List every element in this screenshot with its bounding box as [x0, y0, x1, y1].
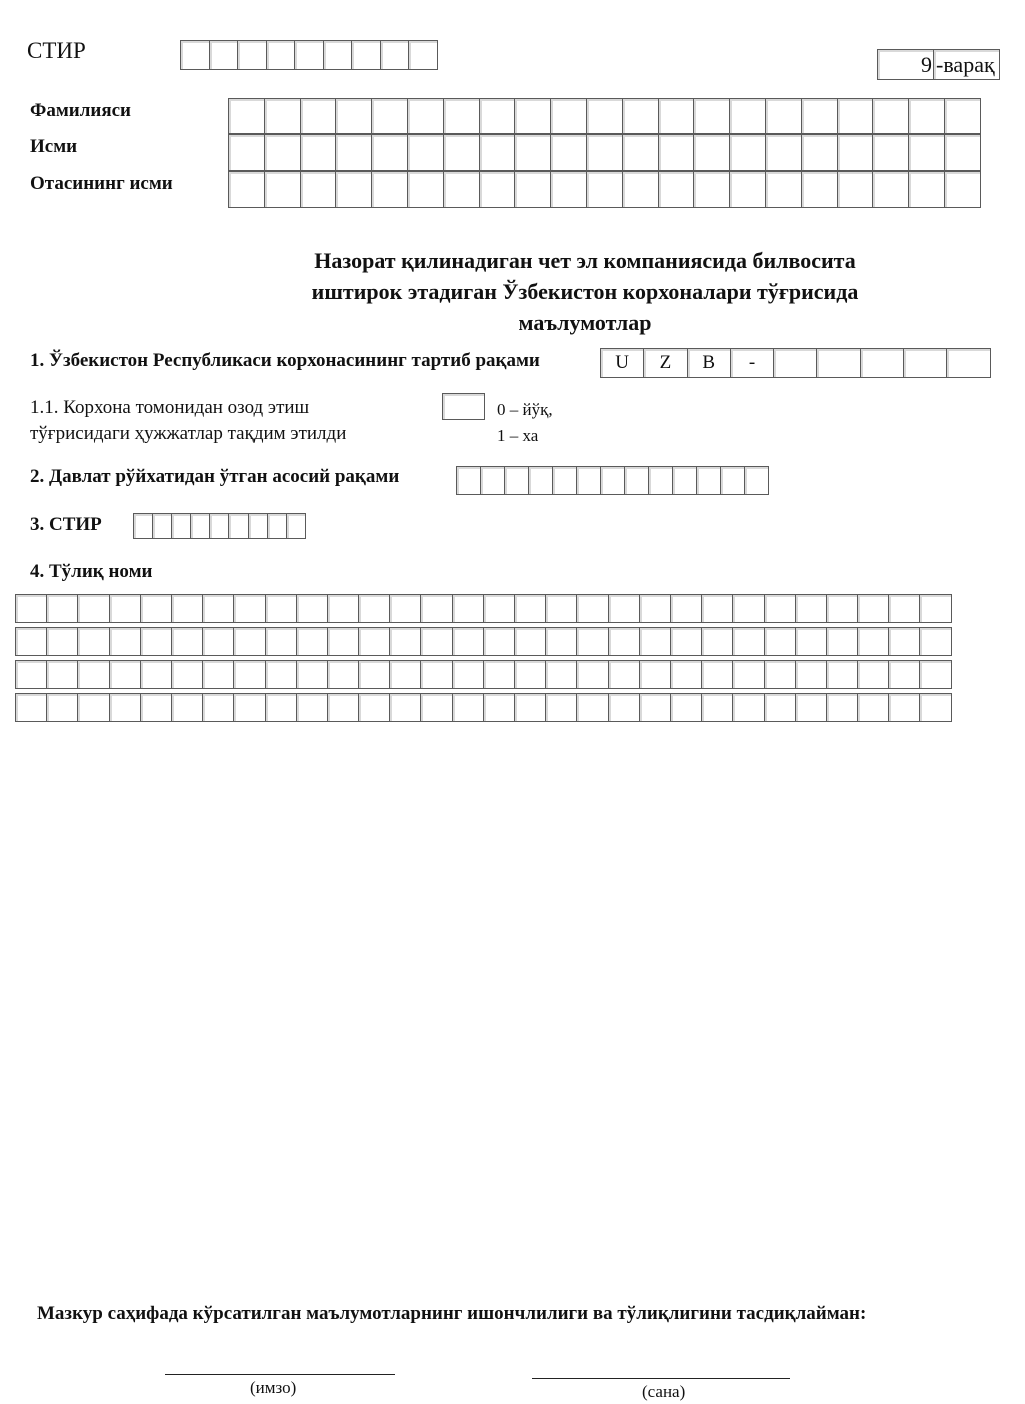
char-box[interactable] [586, 98, 623, 134]
char-box[interactable] [327, 627, 359, 656]
patronymic-boxes[interactable] [228, 171, 981, 208]
section1-1-label-line1: 1.1. Корхона томонидан озод этиш [30, 397, 310, 418]
char-box[interactable] [670, 627, 702, 656]
char-box[interactable] [545, 693, 577, 722]
char-box[interactable] [944, 171, 981, 208]
option-1-yes: 1 – ха [497, 426, 539, 445]
char-box[interactable] [888, 693, 920, 722]
section2-label: 2. Давлат рўйхатидан ўтган асосий рақами [30, 466, 400, 487]
char-box[interactable] [732, 660, 764, 689]
char-box[interactable] [15, 594, 47, 623]
exemption-options [497, 397, 553, 449]
char-box[interactable] [801, 98, 838, 134]
char-box[interactable] [202, 660, 234, 689]
sheet-number [877, 49, 1000, 80]
char-box[interactable] [371, 171, 408, 208]
char-box[interactable] [300, 98, 337, 134]
char-box[interactable] [265, 693, 297, 722]
char-box[interactable] [857, 594, 889, 623]
char-box[interactable] [550, 171, 587, 208]
full-name-row-1[interactable] [15, 594, 952, 623]
char-box[interactable] [408, 40, 438, 70]
char-box[interactable] [420, 594, 452, 623]
char-box[interactable] [528, 466, 553, 495]
char-box[interactable] [795, 693, 827, 722]
char-box[interactable] [46, 660, 78, 689]
char-box[interactable] [764, 627, 796, 656]
char-box[interactable] [152, 513, 172, 539]
char-box[interactable] [576, 627, 608, 656]
char-box[interactable] [171, 627, 203, 656]
header-stir-label: СТИР [27, 38, 86, 63]
char-box[interactable] [109, 627, 141, 656]
date-caption: (сана) [642, 1382, 686, 1401]
char-box[interactable] [452, 594, 484, 623]
char-box[interactable] [483, 627, 515, 656]
char-box[interactable] [335, 171, 372, 208]
char-box[interactable] [265, 660, 297, 689]
form-title-line1: Назорат қилинадиган чет эл компаниясида билвосита [314, 248, 856, 273]
char-box[interactable] [946, 348, 990, 378]
char-box[interactable] [228, 171, 265, 208]
char-box[interactable] [639, 627, 671, 656]
char-box[interactable] [795, 660, 827, 689]
char-box[interactable] [479, 171, 516, 208]
char-box[interactable] [872, 171, 909, 208]
surname-label: Фамилияси [30, 100, 131, 121]
char-box[interactable] [209, 40, 239, 70]
char-box[interactable] [545, 594, 577, 623]
char-box[interactable] [639, 660, 671, 689]
char-box[interactable] [389, 660, 421, 689]
char-box[interactable] [190, 513, 210, 539]
char-box[interactable] [801, 171, 838, 208]
char-box[interactable] [600, 466, 625, 495]
char-box[interactable] [696, 466, 721, 495]
char-box[interactable] [693, 134, 730, 171]
char-box[interactable] [729, 134, 766, 171]
char-box[interactable] [202, 627, 234, 656]
char-box[interactable] [483, 693, 515, 722]
char-box[interactable] [648, 466, 673, 495]
char-box[interactable] [693, 171, 730, 208]
char-box[interactable] [15, 627, 47, 656]
char-box[interactable] [857, 693, 889, 722]
char-box[interactable] [622, 98, 659, 134]
char-box[interactable] [15, 693, 47, 722]
option-0-no: 0 – йўқ, [497, 400, 553, 419]
char-box[interactable] [545, 627, 577, 656]
section4-label: 4. Тўлиқ номи [30, 561, 153, 582]
char-box[interactable] [228, 134, 265, 171]
char-box[interactable] [296, 693, 328, 722]
sheet-number-box[interactable]: 9 [877, 49, 935, 80]
char-box[interactable] [608, 627, 640, 656]
char-box[interactable] [773, 348, 817, 378]
char-box[interactable] [296, 660, 328, 689]
char-box[interactable] [483, 594, 515, 623]
char-box[interactable] [133, 513, 153, 539]
char-box[interactable] [480, 466, 505, 495]
char-box[interactable] [888, 594, 920, 623]
char-box[interactable] [420, 627, 452, 656]
char-box[interactable] [550, 134, 587, 171]
char-box[interactable] [294, 40, 324, 70]
char-box[interactable] [919, 660, 951, 689]
char-box[interactable] [857, 627, 889, 656]
char-box[interactable] [209, 513, 229, 539]
char-box[interactable] [765, 98, 802, 134]
exemption-docs-box[interactable] [442, 393, 485, 420]
char-box[interactable] [358, 660, 390, 689]
char-box[interactable] [267, 513, 287, 539]
char-box[interactable] [358, 594, 390, 623]
char-box[interactable] [622, 171, 659, 208]
char-box[interactable] [358, 693, 390, 722]
char-box[interactable] [826, 660, 858, 689]
char-box[interactable] [552, 466, 577, 495]
char-box[interactable] [389, 693, 421, 722]
char-box[interactable] [837, 134, 874, 171]
char-box[interactable] [576, 660, 608, 689]
char-box[interactable] [46, 627, 78, 656]
char-box[interactable] [944, 134, 981, 171]
char-box[interactable] [407, 98, 444, 134]
section3-label: 3. СТИР [30, 514, 102, 535]
char-box[interactable] [140, 693, 172, 722]
char-box[interactable] [248, 513, 268, 539]
char-box[interactable] [140, 660, 172, 689]
char-box[interactable] [264, 171, 301, 208]
char-box[interactable] [351, 40, 381, 70]
char-box[interactable] [266, 40, 296, 70]
signature-line[interactable] [165, 1374, 395, 1375]
char-box[interactable] [857, 660, 889, 689]
char-box[interactable] [286, 513, 306, 539]
char-box[interactable] [888, 660, 920, 689]
char-box[interactable] [672, 466, 697, 495]
char-box[interactable] [140, 594, 172, 623]
char-box[interactable] [919, 627, 951, 656]
char-box[interactable] [576, 594, 608, 623]
char-box[interactable] [389, 594, 421, 623]
char-box[interactable] [514, 693, 546, 722]
char-box[interactable] [109, 594, 141, 623]
patronymic-label: Отасининг исми [30, 173, 173, 194]
char-box[interactable] [483, 660, 515, 689]
char-box[interactable] [389, 627, 421, 656]
char-box[interactable] [407, 134, 444, 171]
full-name-row-3[interactable] [15, 660, 952, 689]
char-box[interactable] [504, 466, 529, 495]
char-box[interactable] [732, 594, 764, 623]
char-box[interactable] [358, 627, 390, 656]
char-box[interactable] [624, 466, 649, 495]
char-box[interactable] [109, 660, 141, 689]
char-box[interactable] [658, 171, 695, 208]
char-box[interactable] [872, 134, 909, 171]
char-box[interactable] [335, 134, 372, 171]
char-box[interactable] [816, 348, 860, 378]
char-box[interactable] [171, 660, 203, 689]
char-box[interactable] [171, 693, 203, 722]
char-box[interactable] [296, 594, 328, 623]
signature-caption: (имзо) [250, 1378, 297, 1397]
section1-1-label-line2: тўғрисидаги ҳужжатлар тақдим этилди [30, 423, 347, 444]
char-box[interactable] [327, 660, 359, 689]
surname-boxes[interactable] [228, 98, 981, 134]
char-box[interactable] [658, 98, 695, 134]
char-box[interactable] [180, 40, 210, 70]
char-box[interactable] [327, 594, 359, 623]
section1-label: 1. Ўзбекистон Республикаси корхонасининг тартиб рақами [30, 350, 540, 371]
char-box[interactable] [15, 660, 47, 689]
char-box[interactable] [233, 660, 265, 689]
registration-number-boxes[interactable] [456, 466, 769, 495]
char-box[interactable] [919, 693, 951, 722]
char-box[interactable] [608, 594, 640, 623]
char-box[interactable] [323, 40, 353, 70]
char-box[interactable] [264, 134, 301, 171]
char-box[interactable] [826, 594, 858, 623]
full-name-row-2[interactable] [15, 627, 952, 656]
char-box[interactable] [586, 171, 623, 208]
char-box[interactable] [452, 693, 484, 722]
char-box[interactable] [514, 98, 551, 134]
char-box[interactable] [335, 98, 372, 134]
char-box[interactable] [701, 594, 733, 623]
char-box[interactable] [908, 98, 945, 134]
char-box[interactable]: U [600, 348, 644, 378]
char-box[interactable] [764, 660, 796, 689]
char-box[interactable] [202, 594, 234, 623]
char-box[interactable] [764, 693, 796, 722]
char-box[interactable] [514, 171, 551, 208]
char-box[interactable] [693, 98, 730, 134]
sheet-suffix-label: -варақ [933, 49, 1000, 80]
char-box[interactable] [443, 171, 480, 208]
char-box[interactable] [639, 693, 671, 722]
char-box[interactable] [443, 134, 480, 171]
char-box[interactable] [872, 98, 909, 134]
char-box[interactable] [608, 693, 640, 722]
char-box[interactable] [622, 134, 659, 171]
char-box[interactable] [826, 693, 858, 722]
char-box[interactable] [732, 693, 764, 722]
char-box[interactable] [296, 627, 328, 656]
char-box[interactable] [77, 627, 109, 656]
char-box[interactable] [701, 693, 733, 722]
char-box[interactable] [639, 594, 671, 623]
char-box[interactable] [765, 171, 802, 208]
char-box[interactable] [479, 134, 516, 171]
char-box[interactable] [944, 98, 981, 134]
form-title-line3: маълумотлар [518, 310, 652, 335]
char-box[interactable] [701, 627, 733, 656]
char-box[interactable] [764, 594, 796, 623]
section3-stir-boxes[interactable] [133, 513, 306, 539]
char-box[interactable] [837, 98, 874, 134]
name-boxes[interactable] [228, 134, 981, 171]
char-box[interactable]: B [687, 348, 731, 378]
char-box[interactable] [765, 134, 802, 171]
enterprise-code-boxes[interactable] [600, 348, 991, 378]
char-box[interactable] [732, 627, 764, 656]
char-box[interactable] [670, 693, 702, 722]
char-box[interactable] [837, 171, 874, 208]
char-box[interactable] [202, 693, 234, 722]
char-box[interactable] [371, 98, 408, 134]
name-label: Исми [30, 136, 78, 157]
char-box[interactable] [514, 594, 546, 623]
char-box[interactable] [729, 171, 766, 208]
form-title [200, 245, 970, 338]
header-stir-boxes[interactable] [180, 40, 438, 70]
char-box[interactable] [300, 134, 337, 171]
char-box[interactable] [380, 40, 410, 70]
char-box[interactable] [888, 627, 920, 656]
char-box[interactable] [265, 627, 297, 656]
char-box[interactable] [265, 594, 297, 623]
section1-1-label [30, 395, 346, 447]
char-box[interactable] [77, 693, 109, 722]
char-box[interactable] [545, 660, 577, 689]
char-box[interactable] [919, 594, 951, 623]
char-box[interactable] [729, 98, 766, 134]
char-box[interactable] [109, 693, 141, 722]
char-box[interactable] [514, 134, 551, 171]
char-box[interactable] [801, 134, 838, 171]
char-box[interactable] [576, 693, 608, 722]
char-box[interactable] [46, 594, 78, 623]
date-line[interactable] [532, 1378, 790, 1379]
form-title-line2: иштирок этадиган Ўзбекистон корхоналари тўғрисида [311, 279, 859, 304]
char-box[interactable] [514, 660, 546, 689]
char-box[interactable] [443, 98, 480, 134]
char-box[interactable] [908, 134, 945, 171]
char-box[interactable] [140, 627, 172, 656]
char-box[interactable] [452, 627, 484, 656]
char-box[interactable] [171, 594, 203, 623]
char-box[interactable] [795, 594, 827, 623]
char-box[interactable] [171, 513, 191, 539]
char-box[interactable] [420, 693, 452, 722]
char-box[interactable] [420, 660, 452, 689]
char-box[interactable] [327, 693, 359, 722]
full-name-row-4[interactable] [15, 693, 952, 722]
char-box[interactable] [586, 134, 623, 171]
char-box[interactable] [407, 171, 444, 208]
char-box[interactable] [514, 627, 546, 656]
char-box[interactable]: - [730, 348, 774, 378]
char-box[interactable] [670, 660, 702, 689]
char-box[interactable] [233, 627, 265, 656]
char-box[interactable] [479, 98, 516, 134]
char-box[interactable] [550, 98, 587, 134]
char-box[interactable] [371, 134, 408, 171]
char-box[interactable] [903, 348, 947, 378]
char-box[interactable] [46, 693, 78, 722]
char-box[interactable] [701, 660, 733, 689]
char-box[interactable] [228, 513, 248, 539]
char-box[interactable] [77, 594, 109, 623]
char-box[interactable] [720, 466, 745, 495]
char-box[interactable] [77, 660, 109, 689]
char-box[interactable] [860, 348, 904, 378]
char-box[interactable] [233, 693, 265, 722]
char-box[interactable] [744, 466, 769, 495]
char-box[interactable] [237, 40, 267, 70]
char-box[interactable] [608, 660, 640, 689]
char-box[interactable] [452, 660, 484, 689]
char-box[interactable] [826, 627, 858, 656]
char-box[interactable] [228, 98, 265, 134]
confirmation-text: Мазкур саҳифада кўрсатилган маълумотларнинг ишончлилиги ва тўлиқлигини тасдиқлайман: [37, 1303, 867, 1324]
char-box[interactable] [300, 171, 337, 208]
char-box[interactable] [576, 466, 601, 495]
char-box[interactable] [908, 171, 945, 208]
char-box[interactable] [264, 98, 301, 134]
char-box[interactable] [670, 594, 702, 623]
char-box[interactable]: Z [643, 348, 687, 378]
char-box[interactable] [795, 627, 827, 656]
char-box[interactable] [233, 594, 265, 623]
char-box[interactable] [658, 134, 695, 171]
char-box[interactable] [456, 466, 481, 495]
